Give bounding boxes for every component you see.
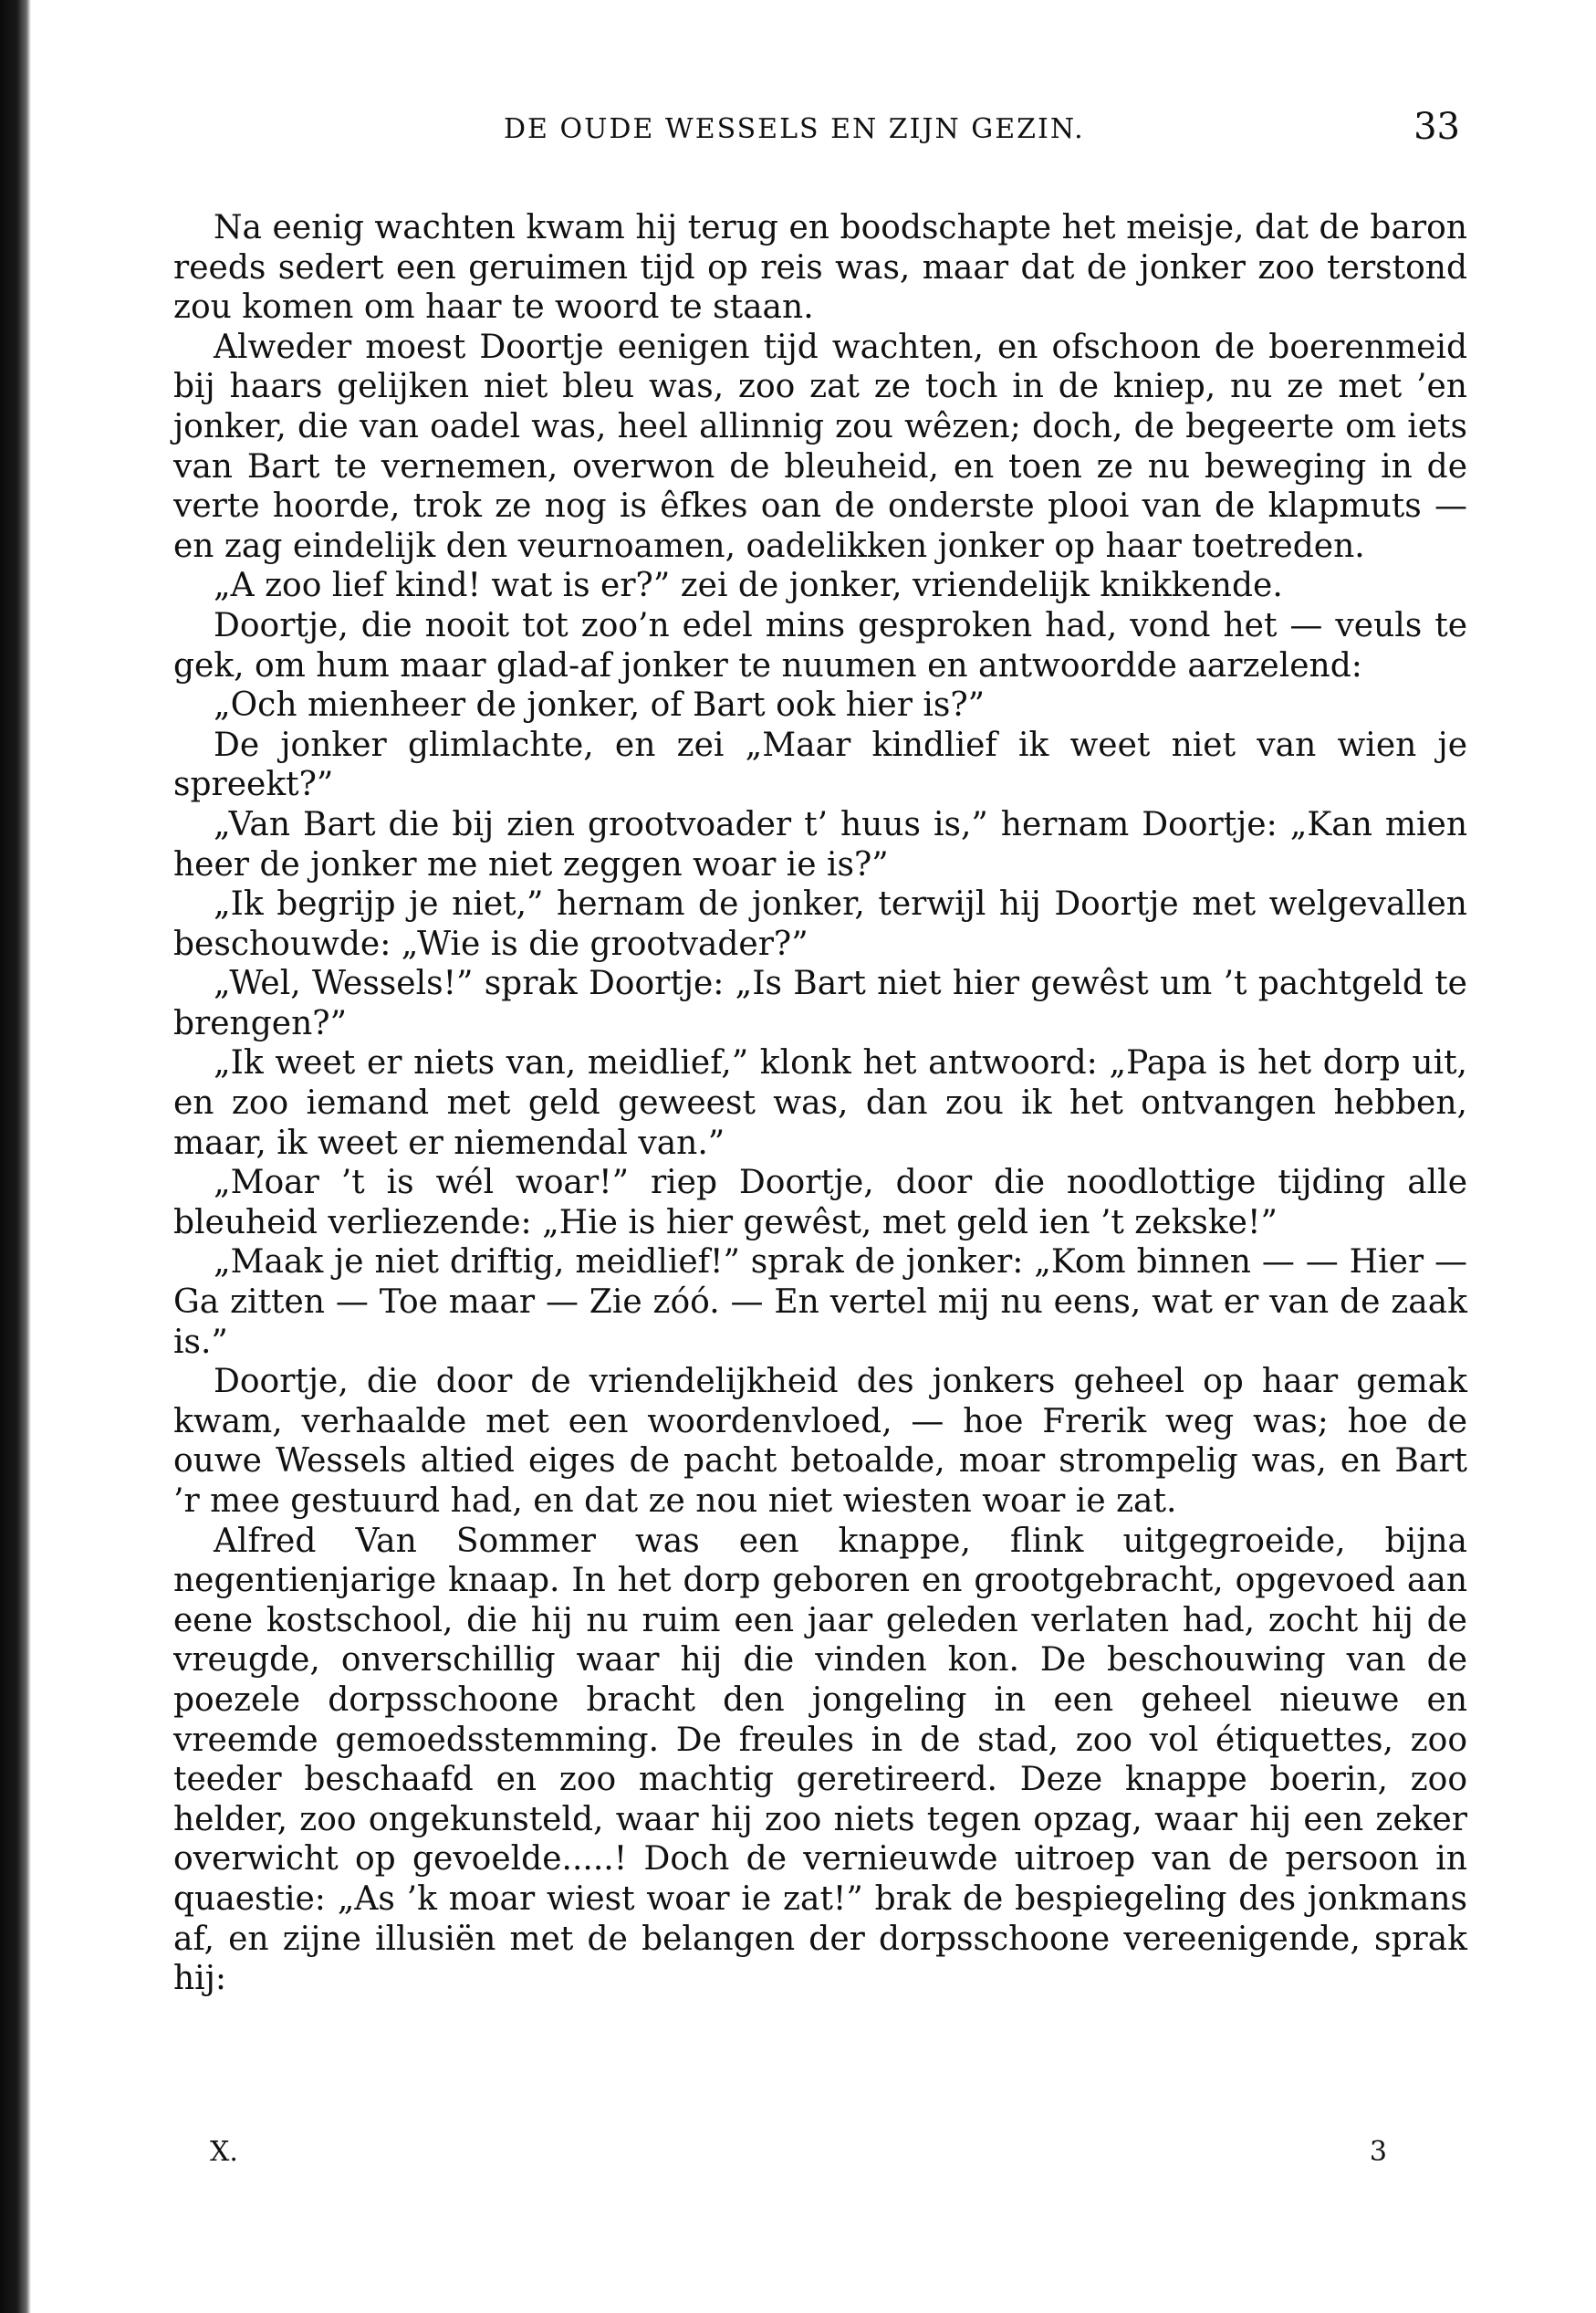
body-text [173,208,1467,1999]
paragraph: Na eenig wachten kwam hij terug en boodschapte het meisje, dat de baron reeds sedert een geruimen tijd op reis was, maar dat de jonker zoo terstond zou komen om haar te woord te staan. [173,209,1467,327]
paragraph: Doortje, die door de vriendelijkheid des jonkers geheel op haar gemak kwam, verhaalde met een woordenvloed, — hoe Frerik weg was; hoe de ouwe Wessels altied eiges de pacht betoalde, moar strompelig was, en Bart ’r mee gestuurd had, en dat ze nou niet wiesten woar ie zat. [173,1363,1467,1520]
paragraph: „Ik begrijp je niet,” hernam de jonker, terwijl hij Doortje met welgevallen beschouwde: „Wie is die grootvader?” [173,885,1467,963]
sheet-number: 3 [1369,2136,1387,2168]
paragraph: „Wel, Wessels!” sprak Doortje: „Is Bart niet hier gewêst um ’t pachtgeld te brengen?” [173,965,1467,1042]
paragraph: „Maak je niet driftig, meidlief!” sprak de jonker: „Kom binnen — — Hier — Ga zitten — Toe maar — Zie zóó. — En vertel mij nu eens, wat er van de zaak is.” [173,1243,1467,1361]
paragraph: „A zoo lief kind! wat is er?” zei de jonker, vriendelijk knikkende. [214,567,1283,605]
paragraph: „Och mienheer de jonker, of Bart ook hier is?” [214,686,986,725]
book-spine-edge [0,0,31,2313]
signature-mark: X. [210,2136,238,2168]
paragraph: Alfred Van Sommer was een knappe, flink uitgegroeide, bijna negentienjarige knaap. In het dorp geboren en grootgebracht, opgevoed aan eene kostschool, die hij nu ruim een jaar geleden verlaten had, zocht hij de vreugde, onverschillig waar hij die vinden kon. De beschouwing van de poezele dorpsschoone bracht den jongeling in een geheel nieuwe en vreemde gemoedsstemming. De freules in de stad, zoo vol étiquettes, zoo teeder beschaafd en zoo machtig geretireerd. Deze knappe boerin, zoo helder, zoo ongekunsteld, waar hij zoo niets tegen opzag, waar hij een zeker overwicht op gevoelde.....! Doch de vernieuwde uitroep van de persoon in quaestie: „As ’k moar wiest woar ie zat!” brak de bespiegeling des jonkmans af, en zijne illusiën met de belangen der dorpsschoone vereenigende, sprak hij: [173,1522,1467,1998]
page-footer [210,2136,1387,2176]
paragraph: Alweder moest Doortje eenigen tijd wachten, en ofschoon de boerenmeid bij haars gelijken niet bleu was, zoo zat ze toch in de kniep, nu ze met ’en jonker, die van oadel was, heel allinnig zou wêzen; doch, de begeerte om iets van Bart te vernemen, overwon de bleuheid, en toen ze nu beweging in de verte hoorde, trok ze nog is êfkes oan de onderste plooi van de klapmuts — en zag eindelijk den veurnoamen, oadelikken jonker op haar toetreden. [173,328,1467,565]
paragraph: „Ik weet er niets van, meidlief,” klonk het antwoord: „Papa is het dorp uit, en zoo iemand met geld geweest was, dan zou ik het ontvangen hebben, maar, ik weet er niemendal van.” [173,1044,1467,1162]
paragraph: „Moar ’t is wél woar!” riep Doortje, door die noodlottige tijding alle bleuheid verliezende: „Hie is hier gewêst, met geld ien ’t zekske!” [173,1164,1467,1241]
paragraph: „Van Bart die bij zien grootvoader t’ huus is,” hernam Doortje: „Kan mien heer de jonker me niet zeggen woar ie is?” [173,805,1467,884]
page-number: 33 [1413,106,1460,148]
running-title: DE OUDE WESSELS EN ZIJN GEZIN. [504,113,1085,145]
paragraph: De jonker glimlachte, en zei „Maar kindlief ik weet niet van wien je spreekt?” [173,726,1467,804]
paragraph: Doortje, die nooit tot zoo’n edel mins gesproken had, vond het — veuls te gek, om hum maar glad-af jonker te nuumen en antwoordde aarzelend: [173,606,1467,685]
page-header [164,106,1460,161]
